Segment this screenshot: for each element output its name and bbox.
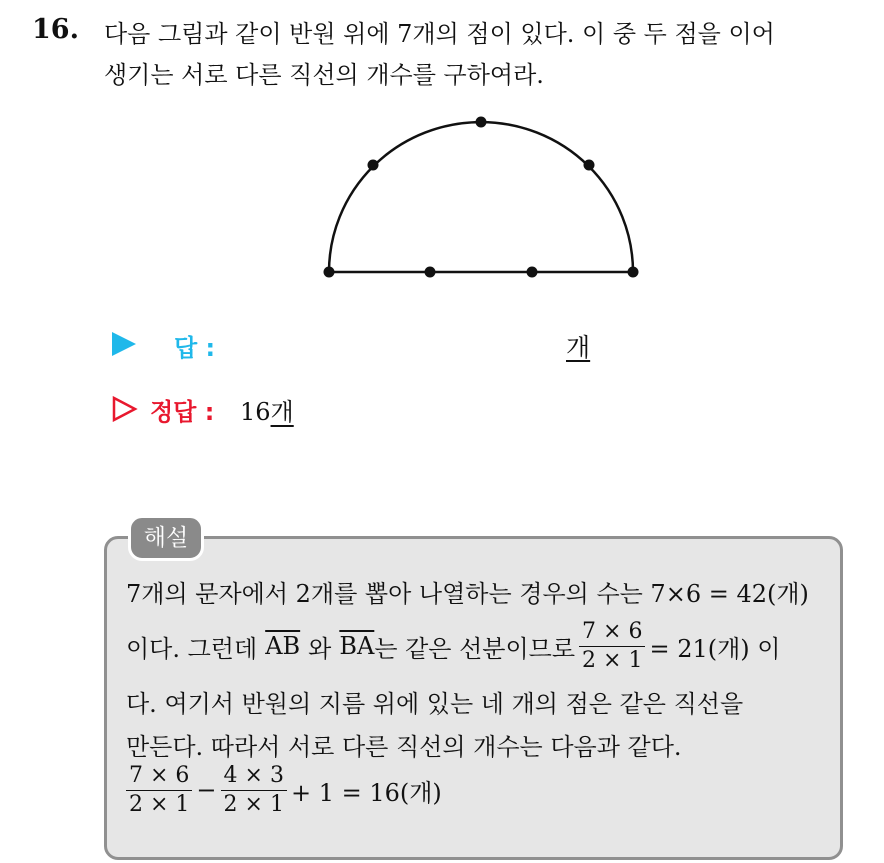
fraction-7x6-over-2x1-final — [126, 762, 192, 818]
point-upper-right — [584, 160, 595, 171]
line2-text-c: 는 같은 선분이므로 — [374, 634, 576, 663]
explanation-line1: 7개의 문자에서 2개를 뽑아 나열하는 경우의 수는 7×6 = 42(개) — [126, 580, 809, 608]
answer-blank-unit[interactable]: 개 — [566, 333, 591, 362]
point-diameter-inner-left — [425, 267, 436, 278]
fraction-denominator: 2 × 1 — [223, 791, 284, 817]
explanation-line2 — [126, 618, 780, 674]
answer-label: 답 : — [174, 334, 216, 362]
semicircle-arc — [329, 122, 633, 272]
formula-tail: + 1 = 16(개) — [290, 778, 442, 807]
answer-number: 16 — [240, 398, 271, 426]
explanation-line3: 다. 여기서 반원의 지름 위에 있는 네 개의 점은 같은 직선을 — [126, 690, 744, 718]
segment-ba: $\overline{BA}$ — [339, 632, 375, 660]
explanation-line4: 만든다. 따라서 서로 다른 직선의 개수는 다음과 같다. — [126, 733, 682, 761]
question-text-line1: 다음 그림과 같이 반원 위에 7개의 점이 있다. 이 중 두 점을 이어 — [104, 20, 775, 48]
point-diameter-inner-right — [527, 267, 538, 278]
answer-row — [112, 328, 712, 360]
line2-text-a: 이다. 그런데 — [126, 634, 258, 663]
fraction-7x6-over-2x1 — [579, 618, 645, 674]
fraction-4x3-over-2x1 — [221, 762, 287, 818]
fraction-denominator: 2 × 1 — [582, 647, 643, 673]
point-diameter-left-end — [324, 267, 335, 278]
correct-answer-row — [112, 392, 712, 426]
point-diameter-right-end — [628, 267, 639, 278]
play-triangle-icon — [112, 332, 136, 356]
point-upper-left — [368, 160, 379, 171]
question-number: 16. — [32, 14, 79, 45]
explanation-formula — [126, 762, 442, 818]
answer-unit: 개 — [270, 398, 294, 426]
fraction-denominator: 2 × 1 — [129, 791, 190, 817]
fraction-numerator: 4 × 3 — [221, 762, 287, 791]
correct-answer-label: 정답 : — [150, 398, 215, 426]
line2-text-d: = 21(개) 이 — [649, 634, 781, 663]
question-text-line2: 생기는 서로 다른 직선의 개수를 구하여라. — [104, 61, 544, 89]
explanation-tab: 해설 — [128, 515, 204, 561]
outline-triangle-icon — [112, 396, 138, 422]
segment-ab: $\overline{AB}$ — [265, 632, 301, 660]
fraction-numerator: 7 × 6 — [126, 762, 192, 791]
semicircle-figure — [0, 0, 884, 320]
point-top — [476, 117, 487, 128]
correct-answer-value — [240, 392, 294, 427]
minus-sign: − — [196, 776, 217, 804]
fraction-numerator: 7 × 6 — [579, 618, 645, 647]
line2-text-b: 와 — [308, 634, 332, 663]
